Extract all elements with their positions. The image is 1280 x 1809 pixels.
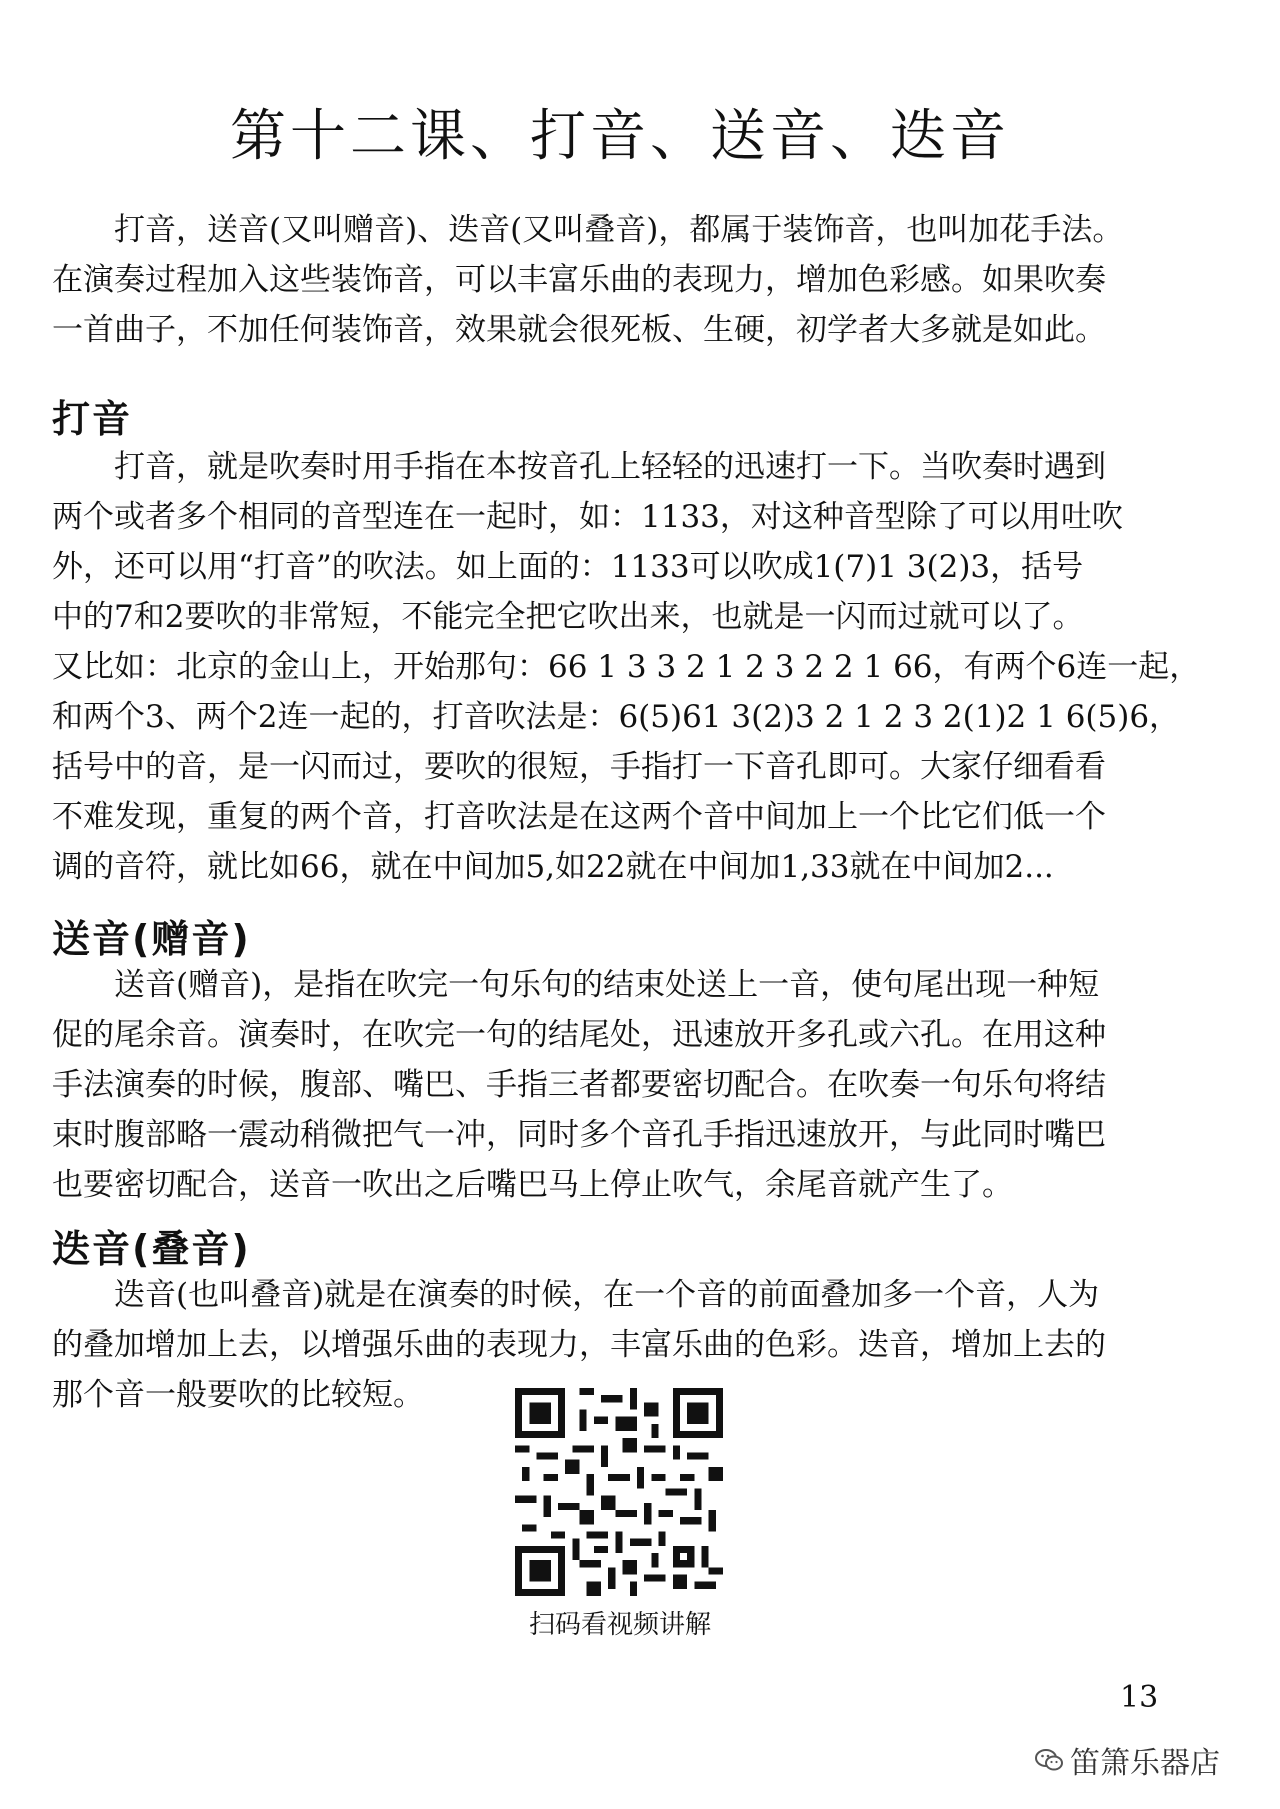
section-heading-songyin: 送音(赠音)	[52, 917, 251, 961]
text-line: 迭音(也叫叠音)就是在演奏的时候，在一个音的前面叠加多一个音，人为	[52, 1277, 1100, 1313]
section-body-dayin	[52, 442, 1202, 892]
text-line: 打音，送音(又叫赠音)、迭音(又叫叠音)，都属于装饰音，也叫加花手法。	[52, 212, 1124, 248]
text-line: 促的尾余音。演奏时，在吹完一句的结尾处，迅速放开多孔或六孔。在用这种	[52, 1017, 1106, 1053]
text-line: 调的音符，就比如66，就在中间加5,如22就在中间加1,33就在中间加2...	[52, 849, 1054, 885]
text-line: 中的7和2要吹的非常短，不能完全把它吹出来，也就是一闪而过就可以了。	[52, 599, 1084, 635]
text-line: 也要密切配合，送音一吹出之后嘴巴马上停止吹气，余尾音就产生了。	[52, 1167, 1013, 1203]
text-line: 送音(赠音)，是指在吹完一句乐句的结束处送上一音，使句尾出现一种短	[52, 967, 1100, 1003]
text-line: 一首曲子，不加任何装饰音，效果就会很死板、生硬，初学者大多就是如此。	[52, 312, 1106, 348]
text-line: 括号中的音，是一闪而过，要吹的很短，手指打一下音孔即可。大家仔细看看	[52, 749, 1106, 785]
section-heading-dieyin: 迭音(叠音)	[52, 1227, 251, 1271]
intro-paragraph	[52, 205, 1202, 355]
section-body-songyin	[52, 960, 1202, 1210]
text-line: 的叠加增加上去，以增强乐曲的表现力，丰富乐曲的色彩。迭音，增加上去的	[52, 1327, 1106, 1363]
watermark	[1034, 1738, 1220, 1782]
wechat-icon	[1034, 1747, 1064, 1773]
text-line: 那个音一般要吹的比较短。	[52, 1377, 424, 1413]
section-heading-dayin: 打音	[52, 397, 133, 441]
qr-caption: 扫码看视频讲解	[528, 1610, 711, 1640]
text-line: 不难发现，重复的两个音，打音吹法是在这两个音中间加上一个比它们低一个	[52, 799, 1106, 835]
page-number: 13	[1120, 1680, 1159, 1715]
text-line: 手法演奏的时候，腹部、嘴巴、手指三者都要密切配合。在吹奏一句乐句将结	[52, 1067, 1106, 1103]
text-line: 打音，就是吹奏时用手指在本按音孔上轻轻的迅速打一下。当吹奏时遇到	[52, 449, 1106, 485]
text-line: 又比如：北京的金山上，开始那句：66 1 3 3 2 1 2 3 2 2 1 66，有两个6连一起，	[52, 649, 1201, 685]
text-line: 和两个3、两个2连一起的，打音吹法是：6(5)61 3(2)3 2 1 2 3 2(1)2 1 6(5)6，	[52, 699, 1181, 735]
text-line: 外，还可以用“打音”的吹法。如上面的：1133可以吹成1(7)1 3(2)3，括号	[52, 549, 1084, 585]
qr-code-icon[interactable]	[515, 1388, 723, 1596]
text-line: 两个或者多个相同的音型连在一起时，如：1133，对这种音型除了可以用吐吹	[52, 499, 1123, 535]
text-line: 束时腹部略一震动稍微把气一冲，同时多个音孔手指迅速放开，与此同时嘴巴	[52, 1117, 1106, 1153]
page-title: 第十二课、打音、送音、迭音	[230, 104, 1010, 169]
watermark-text: 笛箫乐器店	[1070, 1746, 1220, 1781]
text-line: 在演奏过程加入这些装饰音，可以丰富乐曲的表现力，增加色彩感。如果吹奏	[52, 262, 1106, 298]
